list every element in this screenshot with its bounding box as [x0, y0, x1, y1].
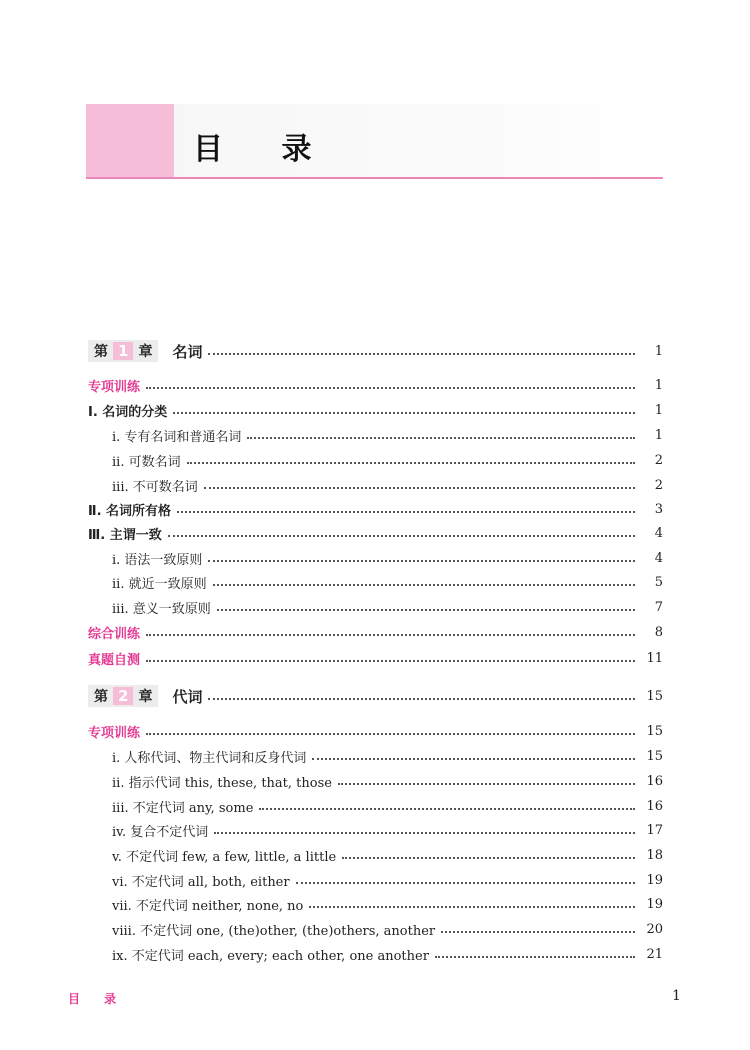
leader-dots [247, 436, 635, 439]
toc-page-number: 15 [646, 688, 663, 704]
toc-page-number: 2 [654, 452, 663, 468]
toc-entry[interactable] [112, 894, 663, 914]
toc-entry[interactable] [112, 771, 663, 791]
leader-dots [146, 659, 635, 662]
leader-dots [168, 534, 635, 537]
chapter-number: 1 [113, 342, 133, 360]
leader-dots [435, 955, 635, 958]
toc-page-number: 20 [646, 921, 663, 937]
leader-dots [208, 697, 635, 700]
leader-dots [217, 608, 635, 611]
leader-dots [146, 386, 635, 389]
chapter-number-box [88, 685, 158, 707]
toc-entry-title: iii. 不可数名词 [112, 479, 198, 495]
leader-dots [177, 510, 635, 513]
toc-page-number: 5 [654, 574, 663, 590]
chapter-suffix: 章 [138, 344, 153, 360]
leader-dots [208, 352, 635, 355]
toc-page-number: 21 [646, 946, 663, 962]
toc-entry-title: vii. 不定代词 neither, none, no [112, 898, 304, 914]
toc-page-number: 15 [646, 723, 663, 739]
toc-entry-title: Ⅱ. 名词所有格 [88, 503, 172, 519]
toc-entry[interactable] [112, 944, 663, 964]
toc-entry[interactable] [88, 685, 663, 707]
toc-entry-title: vi. 不定代词 all, both, either [112, 874, 290, 890]
toc-entry[interactable] [88, 499, 663, 519]
chapter-number-box [88, 340, 158, 362]
toc-page-number: 4 [654, 525, 663, 541]
footer-page-number: 1 [672, 988, 681, 1004]
leader-dots [146, 732, 635, 735]
toc-entry[interactable] [112, 572, 663, 592]
toc-page-number: 7 [654, 599, 663, 615]
toc-page-number: 8 [654, 624, 663, 640]
toc-page-number: 15 [646, 748, 663, 764]
toc-entry-title: ii. 可数名词 [112, 454, 181, 470]
toc-entry-title: 真题自测 [88, 652, 141, 668]
toc-entry-title: Ⅰ. 名词的分类 [88, 404, 168, 420]
toc-entry-title: ii. 指示代词 this, these, that, those [112, 775, 332, 791]
leader-dots [312, 757, 635, 760]
toc-entry-title: iv. 复合不定代词 [112, 824, 209, 840]
toc-entry[interactable] [112, 919, 663, 939]
toc-entry-title: Ⅲ. 主谓一致 [88, 527, 162, 543]
leader-dots [146, 633, 635, 636]
footer-section-label: 目 录 [68, 992, 127, 1006]
chapter-heading [88, 685, 202, 707]
toc-entry-title: i. 专有名词和普通名词 [112, 429, 242, 445]
toc-entry-title: v. 不定代词 few, a few, little, a little [112, 849, 337, 865]
chapter-suffix: 章 [138, 689, 153, 705]
leader-dots [441, 930, 635, 933]
toc-page-number: 1 [654, 343, 663, 359]
leader-dots [338, 782, 635, 785]
toc-page-number: 1 [654, 427, 663, 443]
toc-entry[interactable] [112, 820, 663, 840]
leader-dots [296, 881, 635, 884]
leader-dots [259, 807, 635, 810]
toc-entry-title: iii. 不定代词 any, some [112, 800, 254, 816]
toc-entry[interactable] [88, 523, 663, 543]
toc-entry-title: i. 人称代词、物主代词和反身代词 [112, 750, 307, 766]
toc-page-number: 3 [654, 501, 663, 517]
toc-entry-title: 专项训练 [88, 725, 141, 741]
toc-entry[interactable] [112, 548, 663, 568]
toc-entry[interactable] [88, 340, 663, 362]
toc-entry-title: iii. 意义一致原则 [112, 601, 211, 617]
toc-entry[interactable] [112, 746, 663, 766]
toc-entry-title: i. 语法一致原则 [112, 552, 203, 568]
toc-page-number: 16 [646, 773, 663, 789]
toc-page-number: 1 [654, 377, 663, 393]
toc-page-number: 2 [654, 477, 663, 493]
page-title: 目 录 [193, 132, 336, 167]
chapter-number: 2 [113, 687, 133, 705]
chapter-title: 名词 [172, 342, 203, 361]
leader-dots [208, 559, 635, 562]
leader-dots [173, 411, 635, 414]
toc-entry[interactable] [112, 450, 663, 470]
chapter-title: 代词 [172, 687, 203, 706]
toc-entry[interactable] [88, 622, 663, 642]
toc-entry[interactable] [88, 648, 663, 668]
leader-dots [214, 831, 635, 834]
toc-entry-title: 专项训练 [88, 379, 141, 395]
toc-page-number: 19 [646, 872, 663, 888]
toc-entry[interactable] [112, 796, 663, 816]
toc-entry[interactable] [112, 845, 663, 865]
toc-entry-title: viii. 不定代词 one, (the)other, (the)others, another [112, 923, 436, 939]
toc-page-number: 18 [646, 847, 663, 863]
toc-page-number: 19 [646, 896, 663, 912]
toc-page-number: 1 [654, 402, 663, 418]
chapter-heading [88, 340, 202, 362]
leader-dots [187, 461, 635, 464]
toc-entry[interactable] [112, 870, 663, 890]
toc-entry[interactable] [88, 400, 663, 420]
toc-page-number: 17 [646, 822, 663, 838]
toc-entry-title: ix. 不定代词 each, every; each other, one another [112, 948, 429, 964]
toc-entry[interactable] [112, 597, 663, 617]
chapter-prefix: 第 [94, 689, 108, 705]
toc-entry[interactable] [88, 375, 663, 395]
leader-dots [309, 905, 635, 908]
leader-dots [342, 856, 635, 859]
toc-page-number: 4 [654, 550, 663, 566]
toc-entry-title: 综合训练 [88, 626, 141, 642]
toc-page-number: 16 [646, 798, 663, 814]
leader-dots [204, 486, 635, 489]
toc-entry[interactable] [112, 425, 663, 445]
chapter-prefix: 第 [94, 344, 108, 360]
toc-entry-title: ii. 就近一致原则 [112, 576, 207, 592]
leader-dots [213, 583, 635, 586]
toc-entry[interactable] [112, 475, 663, 495]
toc-page-number: 11 [646, 650, 663, 666]
toc-entry[interactable] [88, 721, 663, 741]
